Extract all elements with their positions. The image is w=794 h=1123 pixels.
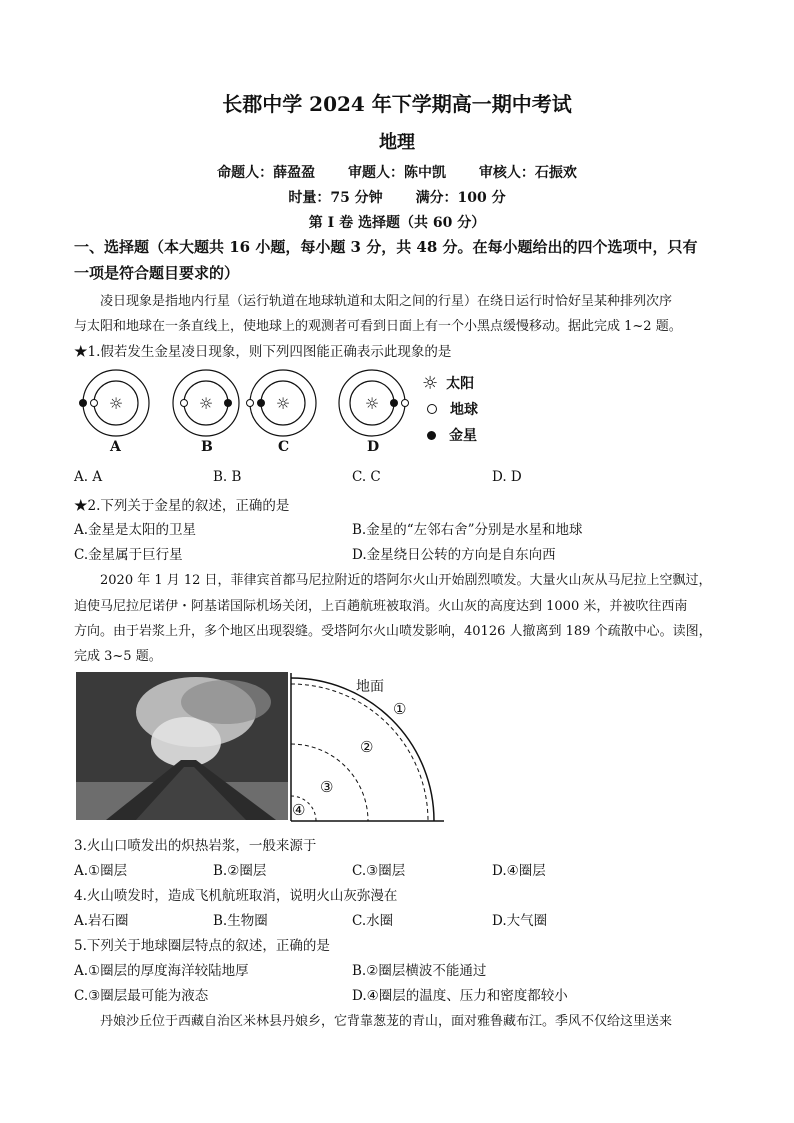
q4-stem: 4.火山喷发时，造成飞机航班取消，说明火山灰弥漫在 [74,888,398,904]
q3-option-d: D.④圈层 [492,863,546,879]
earth-dot [91,400,98,407]
passage1-line2: 与太阳和地球在一条直线上，使地球上的观测者可看到日面上有一个小黑点缓慢移动。据此完成 1~2 题。 [74,319,682,334]
earth-icon [427,404,437,414]
section-heading-line1: 一、选择题（本大题共 16 小题，每小题 3 分，共 48 分。在每小题给出的四个选项中，只有 [74,238,698,256]
earth-dot [402,400,409,407]
q1-stem: ★1.假若发生金星凌日现象，则下列四图能正确表示此现象的是 [74,344,452,360]
legend-earth: 地球 [450,402,478,418]
q3-stem: 3.火山口喷发出的炽热岩浆，一般来源于 [74,838,317,854]
q5-stem: 5.下列关于地球圈层特点的叙述，正确的是 [74,938,330,954]
diagram-label-b: B [201,439,213,455]
venus-dot [390,399,398,407]
author-reviewer: 审题人：陈中凯 [348,165,446,181]
q1-option-b: B. B [213,469,242,485]
venus-dot [257,399,265,407]
q4-option-a: A.岩石圈 [74,913,129,929]
layer-label-3: ③ [320,778,334,796]
diagram-d [339,370,409,436]
q3-option-b: B.②圈层 [213,863,267,879]
author-setter: 命题人：薛盈盈 [217,165,316,181]
passage2-line1: 2020 年 1 月 12 日，菲律宾首都马尼拉附近的塔阿尔火山开始剧烈喷发。大量火山灰从马尼拉上空飘过， [100,573,712,588]
diagram-label-a: A [110,439,121,455]
svg-text:☼: ☼ [108,394,124,413]
q5-option-b: B.②圈层横波不能通过 [352,963,487,979]
passage2-line4: 完成 3~5 题。 [74,649,162,664]
q5-option-a: A.①圈层的厚度海洋较陆地厚 [74,963,249,979]
legend-sun: 太阳 [446,376,475,392]
author-checker: 审核人：石振欢 [478,165,577,181]
venus-dot [79,399,87,407]
authors-line [0,162,794,182]
earth-dot [181,400,188,407]
q1-option-a: A. A [74,469,103,485]
q3-option-c: C.③圈层 [352,863,406,879]
passage3-line1: 丹娘沙丘位于西藏自治区米林县丹娘乡，它背靠葱茏的青山，面对雅鲁藏布江。季风不仅给这里送来 [100,1014,673,1029]
q4-option-b: B.生物圈 [213,913,268,929]
q5-option-c: C.③圈层最可能为液态 [74,988,209,1004]
q3-option-a: A.①圈层 [74,863,128,879]
layer-label-1: ① [393,700,407,718]
svg-text:☼: ☼ [198,394,214,413]
diagram-b [173,370,239,436]
q1-option-d: D. D [492,469,522,485]
q2-stem: ★2.下列关于金星的叙述，正确的是 [74,498,290,514]
passage2-line3: 方向。由于岩浆上升，多个地区出现裂缝。受塔阿尔火山喷发影响，40126 人撤离到 189 个疏散中心。读图， [74,624,712,639]
part-title: 第 I 卷 选择题（共 60 分） [308,215,486,231]
subject-title: 地理 [379,132,415,153]
legend-venus: 金星 [449,428,477,444]
transit-diagrams [72,362,482,462]
layer-label-2: ② [360,738,374,756]
exam-title: 长郡中学 2024 年下学期高一期中考试 [222,92,572,116]
earth-dot [247,400,254,407]
q1-option-c: C. C [352,469,381,485]
sun-icon: ☼ [422,372,439,394]
diagram-legend [422,370,478,448]
volcano-illustration [76,672,288,820]
q2-option-a: A.金星是太阳的卫星 [74,522,197,538]
diagram-a [79,370,149,436]
q5-option-d: D.④圈层的温度、压力和密度都较小 [352,988,568,1004]
q2-option-d: D.金星绕日公转的方向是自东向西 [352,547,556,563]
venus-dot [224,399,232,407]
venus-icon [427,431,436,440]
time-score-line [0,187,794,207]
time-limit: 时量：75 分钟 [288,190,383,206]
passage2-line2: 迫使马尼拉尼诺伊・阿基诺国际机场关闭，上百趟航班被取消。火山灰的高度达到 1000 米，并被吹往西南 [74,599,688,614]
q4-option-d: D.大气圈 [492,913,548,929]
surface-label: 地面 [356,679,384,695]
svg-text:☼: ☼ [364,394,380,413]
q2-option-b: B.金星的“左邻右舍”分别是水星和地球 [352,522,583,538]
q2-option-c: C.金星属于巨行星 [74,547,183,563]
diagram-label-c: C [278,439,290,455]
volcano-photo [76,672,288,820]
diagram-c [247,370,317,436]
svg-text:☼: ☼ [275,394,291,413]
section-heading-line2: 一项是符合题目要求的） [74,264,240,282]
q4-option-c: C.水圈 [352,913,394,929]
passage1-line1: 凌日现象是指地内行星（运行轨道在地球轨道和太阳之间的行星）在绕日运行时恰好呈某种排列次序 [100,294,673,309]
layer-label-4: ④ [292,801,306,819]
diagram-label-d: D [367,439,380,455]
full-score: 满分：100 分 [415,190,506,206]
